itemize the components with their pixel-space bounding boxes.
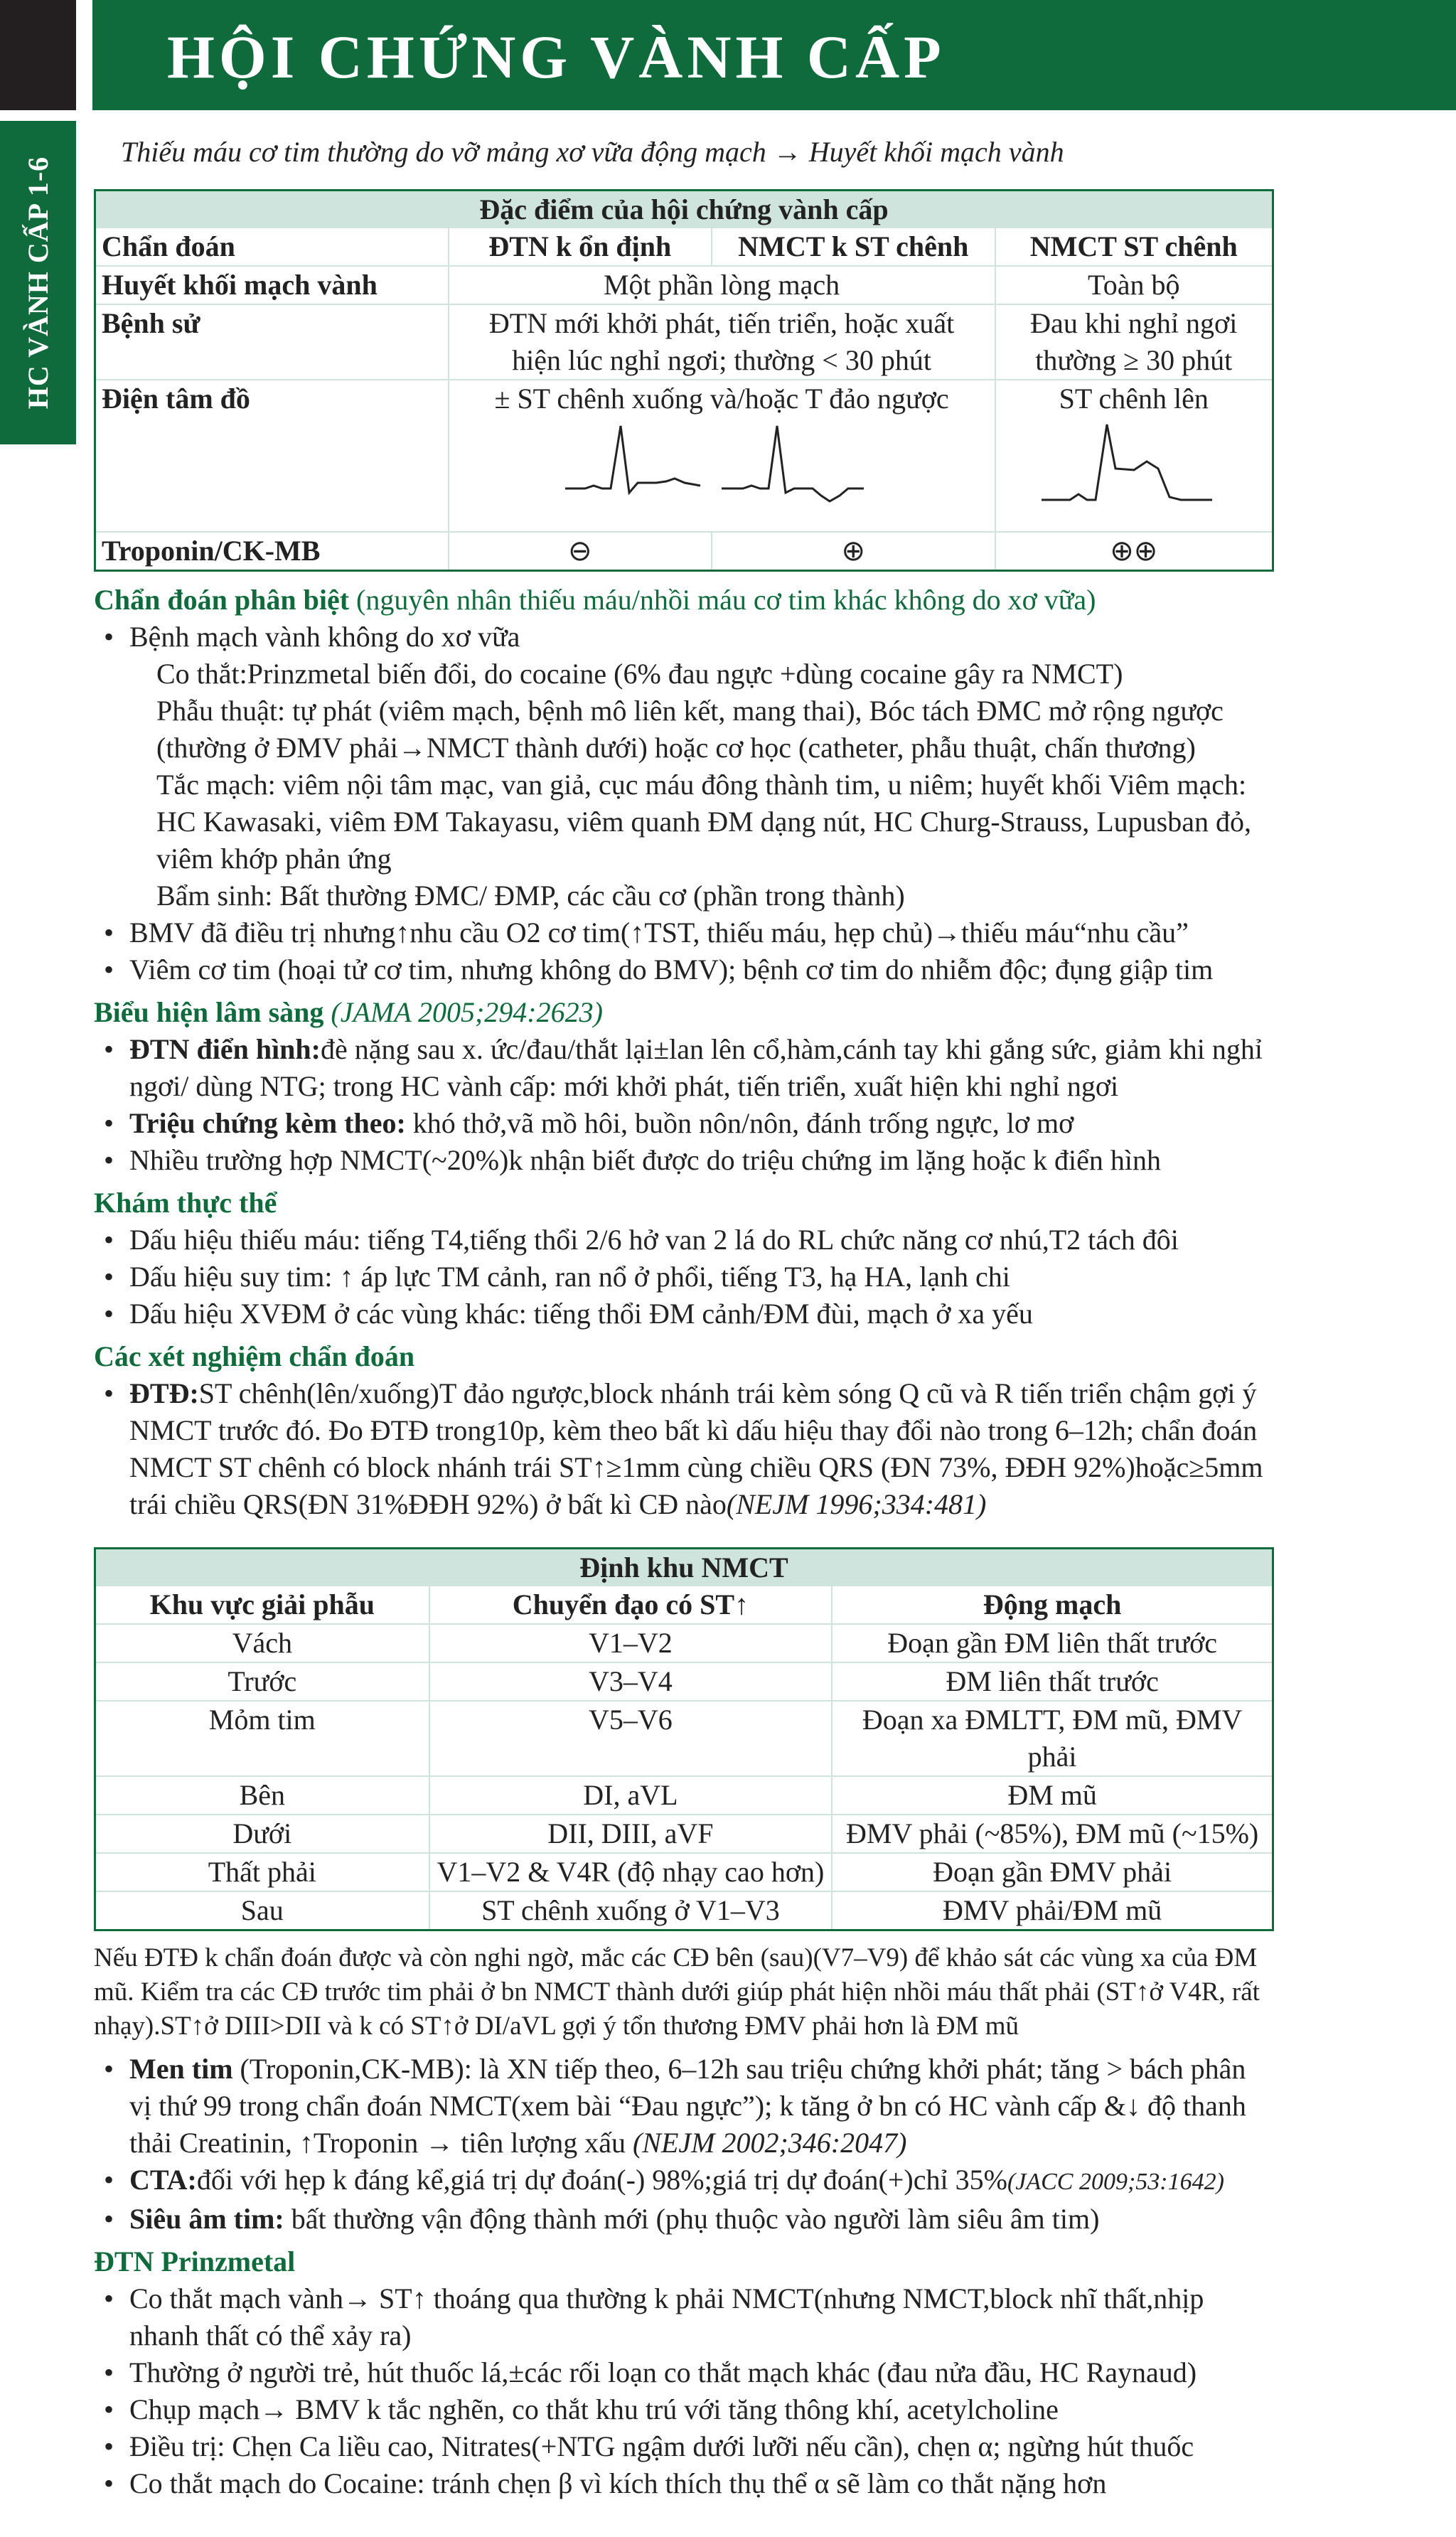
citation: (JACC 2009;53:1642) — [1007, 2169, 1224, 2195]
section-prinzmetal: ĐTN Prinzmetal — [94, 2245, 296, 2277]
sub-item: Phẫu thuật: tự phát (viêm mạch, bệnh mô liên kết, mang thai), Bóc tách ĐMC mở rộng ngược (thường ở ĐMV phải→NMCT thành dưới) hoặc cơ học (catheter, phẫu thuật, chấn thương) — [156, 695, 1224, 764]
section-title: Biểu hiện lâm sàng — [94, 996, 324, 1028]
table-row — [96, 1586, 1272, 1624]
cell-region: Mỏm tim — [96, 1701, 429, 1776]
table-row — [96, 1853, 1272, 1891]
cell-leads: DI, aVL — [429, 1776, 833, 1815]
table-row — [96, 1662, 1272, 1701]
header-black-block — [0, 0, 76, 110]
list-item: • Co thắt mạch vành→ ST↑ thoáng qua thường k phải NMCT(nhưng NMCT,block nhĩ thất,nhịp nhanh thất có thể xảy ra) — [94, 2280, 1274, 2354]
cell-artery: ĐM mũ — [832, 1776, 1272, 1815]
list-item: • Co thắt mạch do Cocaine: tránh chẹn β vì kích thích thụ thể α sẽ làm co thắt nặng hơn — [94, 2465, 1274, 2502]
cell-artery: Đoạn gần ĐMV phải — [832, 1853, 1272, 1891]
bold-term: Triệu chứng kèm theo: — [129, 1107, 406, 1139]
row-label: Troponin/CK-MB — [102, 535, 321, 567]
list-item: • Dấu hiệu XVĐM ở các vùng khác: tiếng thổi ĐM cảnh/ĐM đùi, mạch ở xa yếu — [94, 1296, 1274, 1332]
cell-region: Bên — [96, 1776, 429, 1815]
head-stemi: NMCT ST chênh — [995, 228, 1273, 266]
section-subtitle: (nguyên nhân thiếu máu/nhồi máu cơ tim khác không do xơ vữa) — [356, 584, 1096, 616]
ecg-left-text: ± ST chênh xuống và/hoặc T đảo ngược — [494, 383, 949, 415]
mi-grid — [96, 1586, 1272, 1929]
ecg-trace-stemi — [1042, 424, 1212, 500]
head-diagnosis: Chẩn đoán — [96, 228, 449, 266]
row-label: Điện tâm đồ — [96, 380, 449, 532]
thrombus-total: Toàn bộ — [995, 266, 1273, 304]
sub-item: Co thắt:Prinzmetal biến đổi, do cocaine (6% đau ngực +dùng cocaine gây ra NMCT) — [156, 658, 1123, 690]
cell-artery: ĐMV phải (~85%), ĐM mũ (~15%) — [832, 1815, 1272, 1853]
cell-region: Trước — [96, 1662, 429, 1701]
page-title: HỘI CHỨNG VÀNH CẤP — [167, 23, 946, 91]
troponin-ua: ⊖ — [449, 532, 712, 570]
table-row — [96, 1815, 1272, 1853]
list-item: • Viêm cơ tim (hoại tử cơ tim, nhưng không do BMV); bệnh cơ tim do nhiễm độc; đụng giập tim — [94, 951, 1274, 988]
ecg-right-text: ST chênh lên — [1059, 383, 1209, 415]
list-item — [94, 2162, 1274, 2201]
table-title: Định khu NMCT — [96, 1549, 1272, 1586]
ecg-tracings-depression — [565, 417, 878, 517]
cell-leads: V1–V2 — [429, 1624, 833, 1662]
cell-artery: Đoạn xa ĐMLTT, ĐM mũ, ĐMV phải — [832, 1701, 1272, 1776]
head-leads: Chuyển đạo có ST↑ — [429, 1586, 833, 1624]
table-note: Nếu ĐTĐ k chẩn đoán được và còn nghi ngờ, mắc các CĐ bên (sau)(V7–V9) để khảo sát các vùng xa của ĐM mũ. Kiểm tra các CĐ trước tim phải ở bn NMCT thành dưới giúp phát hiện nhồi máu thất phải (ST↑ở V4R, rất nhạy).ST↑ở DIII>DII và k có ST↑ở DI/aVL gợi ý tổn thương ĐMV phải hơn là ĐM mũ — [94, 1943, 1260, 2041]
head-unstable-angina: ĐTN k ổn định — [449, 228, 712, 266]
cell-region: Thất phải — [96, 1853, 429, 1891]
table-row — [96, 1701, 1272, 1776]
item-text: đối với hẹp k đáng kể,giá trị dự đoán(-) 98%;giá trị dự đoán(+)chỉ 35% — [196, 2164, 1007, 2196]
acs-grid — [96, 228, 1272, 570]
cell-leads: V1–V2 & V4R (độ nhạy cao hơn) — [429, 1853, 833, 1891]
item-text: khó thở,vã mồ hôi, buồn nôn/nôn, đánh trống ngực, lơ mơ — [405, 1107, 1074, 1139]
row-label: Huyết khối mạch vành — [96, 266, 449, 304]
row-label: Bệnh sử — [96, 304, 449, 380]
item-text: đè nặng sau x. ức/đau/thắt lại±lan lên cổ,hàm,cánh tay khi gắng sức, giảm khi nghỉ ngơi/ dùng NTG; trong HC vành cấp: mới khởi phát, tiến triển, xuất hiện khi nghỉ ngơi — [129, 1033, 1263, 1102]
section-clinical — [94, 994, 1274, 1031]
page-content — [94, 134, 1274, 2502]
history-left: ĐTN mới khởi phát, tiến triển, hoặc xuất hiện lúc nghỉ ngơi; thường < 30 phút — [449, 304, 995, 380]
troponin-nstemi: ⊕ — [712, 532, 995, 570]
ecg-trace-ua — [565, 426, 700, 493]
list-item — [94, 1105, 1274, 1142]
list-item: • Điều trị: Chẹn Ca liều cao, Nitrates(+NTG ngậm dưới lưỡi nếu cần), chẹn α; ngừng hút thuốc — [94, 2428, 1274, 2465]
table-row — [96, 380, 1272, 532]
citation: (NEJM 2002;346:2047) — [632, 2127, 907, 2159]
cell-leads: V3–V4 — [429, 1662, 833, 1701]
section-citation: (JAMA 2005;294:2623) — [331, 996, 603, 1028]
list-item: • Nhiều trường hợp NMCT(~20%)k nhận biết được do triệu chứng im lặng hoặc k điển hình — [94, 1142, 1274, 1179]
bold-term: ĐTĐ: — [129, 1377, 199, 1409]
cell-region: Dưới — [96, 1815, 429, 1853]
list-item — [94, 2051, 1274, 2162]
table-row — [96, 1891, 1272, 1929]
history-right: Đau khi nghỉ ngơi thường ≥ 30 phút — [995, 304, 1273, 380]
table-row — [96, 228, 1272, 266]
head-nstemi: NMCT k ST chênh — [712, 228, 995, 266]
troponin-stemi: ⊕⊕ — [995, 532, 1273, 570]
item-text: (Troponin,CK-MB): là XN tiếp theo, 6–12h sau triệu chứng khởi phát; tăng > bách phân vị thứ 99 trong chẩn đoán NMCT(xem bài “Đau ngực”); k tăng ở bn có HC vành cấp &↓ độ thanh thải Creatinin, ↑Troponin → tiên lượng xấu — [129, 2053, 1246, 2159]
list-item: • Thường ở người trẻ, hút thuốc lá,±các rối loạn co thắt mạch khác (đau nửa đầu, HC Raynaud) — [94, 2354, 1274, 2391]
list-item: • BMV đã điều trị nhưng↑nhu cầu O2 cơ tim(↑TST, thiếu máu, hẹp chủ)→thiếu máu“nhu cầu” — [94, 914, 1274, 951]
ecg-left-cell — [449, 380, 995, 532]
section-tests: Các xét nghiệm chẩn đoán — [94, 1340, 415, 1372]
side-tab-label: HC VÀNH CẤP 1-6 — [22, 156, 54, 410]
table-row — [96, 1624, 1272, 1662]
cell-leads: DII, DIII, aVF — [429, 1815, 833, 1853]
item-text: ST chênh(lên/xuống)T đảo ngược,block nhánh trái kèm sóng Q cũ và R tiến triển chậm gợi ý NMCT trước đó. Đo ĐTĐ trong10p, kèm theo bất kì dấu hiệu thay đổi nào trong 6–12h; chẩn đoán NMCT ST chênh có block nhánh trái ST↑≥1mm cùng chiều QRS (ĐN 73%, ĐĐH 92%)hoặc≥5mm trái chiều QRS(ĐN 31%ĐĐH 92%) ở bất kì CĐ nào — [129, 1377, 1263, 1520]
bold-term: Men tim — [129, 2053, 233, 2085]
section-title: Chẩn đoán phân biệt — [94, 584, 350, 616]
head-region: Khu vực giải phẫu — [96, 1586, 429, 1624]
table-row — [96, 532, 1272, 570]
sub-item: Tắc mạch: viêm nội tâm mạc, van giả, cục máu đông thành tim, u niêm; huyết khối Viêm mạch: HC Kawasaki, viêm ĐM Takayasu, viêm quanh ĐM dạng nút, HC Churg-Strauss, Lupusban đỏ, viêm khớp phản ứng — [156, 769, 1251, 875]
bold-term: CTA: — [129, 2164, 197, 2196]
list-item — [94, 2201, 1274, 2238]
cell-leads: V5–V6 — [429, 1701, 833, 1776]
mi-localization-table — [94, 1547, 1274, 1931]
cell-artery: ĐMV phải/ĐM mũ — [832, 1891, 1272, 1929]
citation: (NEJM 1996;334:481) — [726, 1488, 987, 1520]
list-item: • Dấu hiệu thiếu máu: tiếng T4,tiếng thổi 2/6 hở van 2 lá do RL chức năng cơ nhú,T2 tách đôi — [94, 1222, 1274, 1259]
cell-artery: ĐM liên thất trước — [832, 1662, 1272, 1701]
list-item: • Dấu hiệu suy tim: ↑ áp lực TM cảnh, ran nổ ở phổi, tiếng T3, hạ HA, lạnh chi — [94, 1259, 1274, 1296]
table-row — [96, 1776, 1272, 1815]
cell-region: Sau — [240, 1894, 284, 1926]
table-row — [96, 304, 1272, 380]
list-item — [94, 1031, 1274, 1105]
thrombus-partial: Một phần lòng mạch — [449, 266, 995, 304]
list-item — [94, 1375, 1274, 1523]
head-artery: Động mạch — [832, 1586, 1272, 1624]
table-row — [96, 266, 1272, 304]
acs-features-table — [94, 189, 1274, 572]
cell-region: Vách — [96, 1624, 429, 1662]
ecg-trace-nstemi — [722, 426, 864, 501]
bold-term: ĐTN điển hình: — [129, 1033, 321, 1065]
cell-artery: Đoạn gần ĐM liên thất trước — [832, 1624, 1272, 1662]
cell-leads: ST chênh xuống ở V1–V3 — [429, 1891, 833, 1929]
item-text: bất thường vận động thành mới (phụ thuộc vào người làm siêu âm tim) — [284, 2203, 1100, 2235]
list-item: • Bệnh mạch vành không do xơ vữa — [94, 619, 1274, 656]
sub-item: Bẩm sinh: Bất thường ĐMC/ ĐMP, các cầu cơ (phần trong thành) — [156, 880, 905, 912]
ecg-right-cell — [995, 380, 1273, 532]
bold-term: Siêu âm tim: — [129, 2203, 284, 2235]
section-exam: Khám thực thể — [94, 1187, 277, 1219]
intro-line: Thiếu máu cơ tim thường do vỡ mảng xơ vữa động mạch → Huyết khối mạch vành — [121, 136, 1064, 168]
table-title: Đặc điểm của hội chứng vành cấp — [96, 191, 1272, 228]
list-item: • Chụp mạch→ BMV k tắc nghẽn, co thắt khu trú với tăng thông khí, acetylcholine — [94, 2391, 1274, 2428]
section-differential — [94, 582, 1274, 619]
ecg-tracing-elevation — [1042, 417, 1226, 517]
side-tab-label-wrap — [0, 121, 76, 444]
